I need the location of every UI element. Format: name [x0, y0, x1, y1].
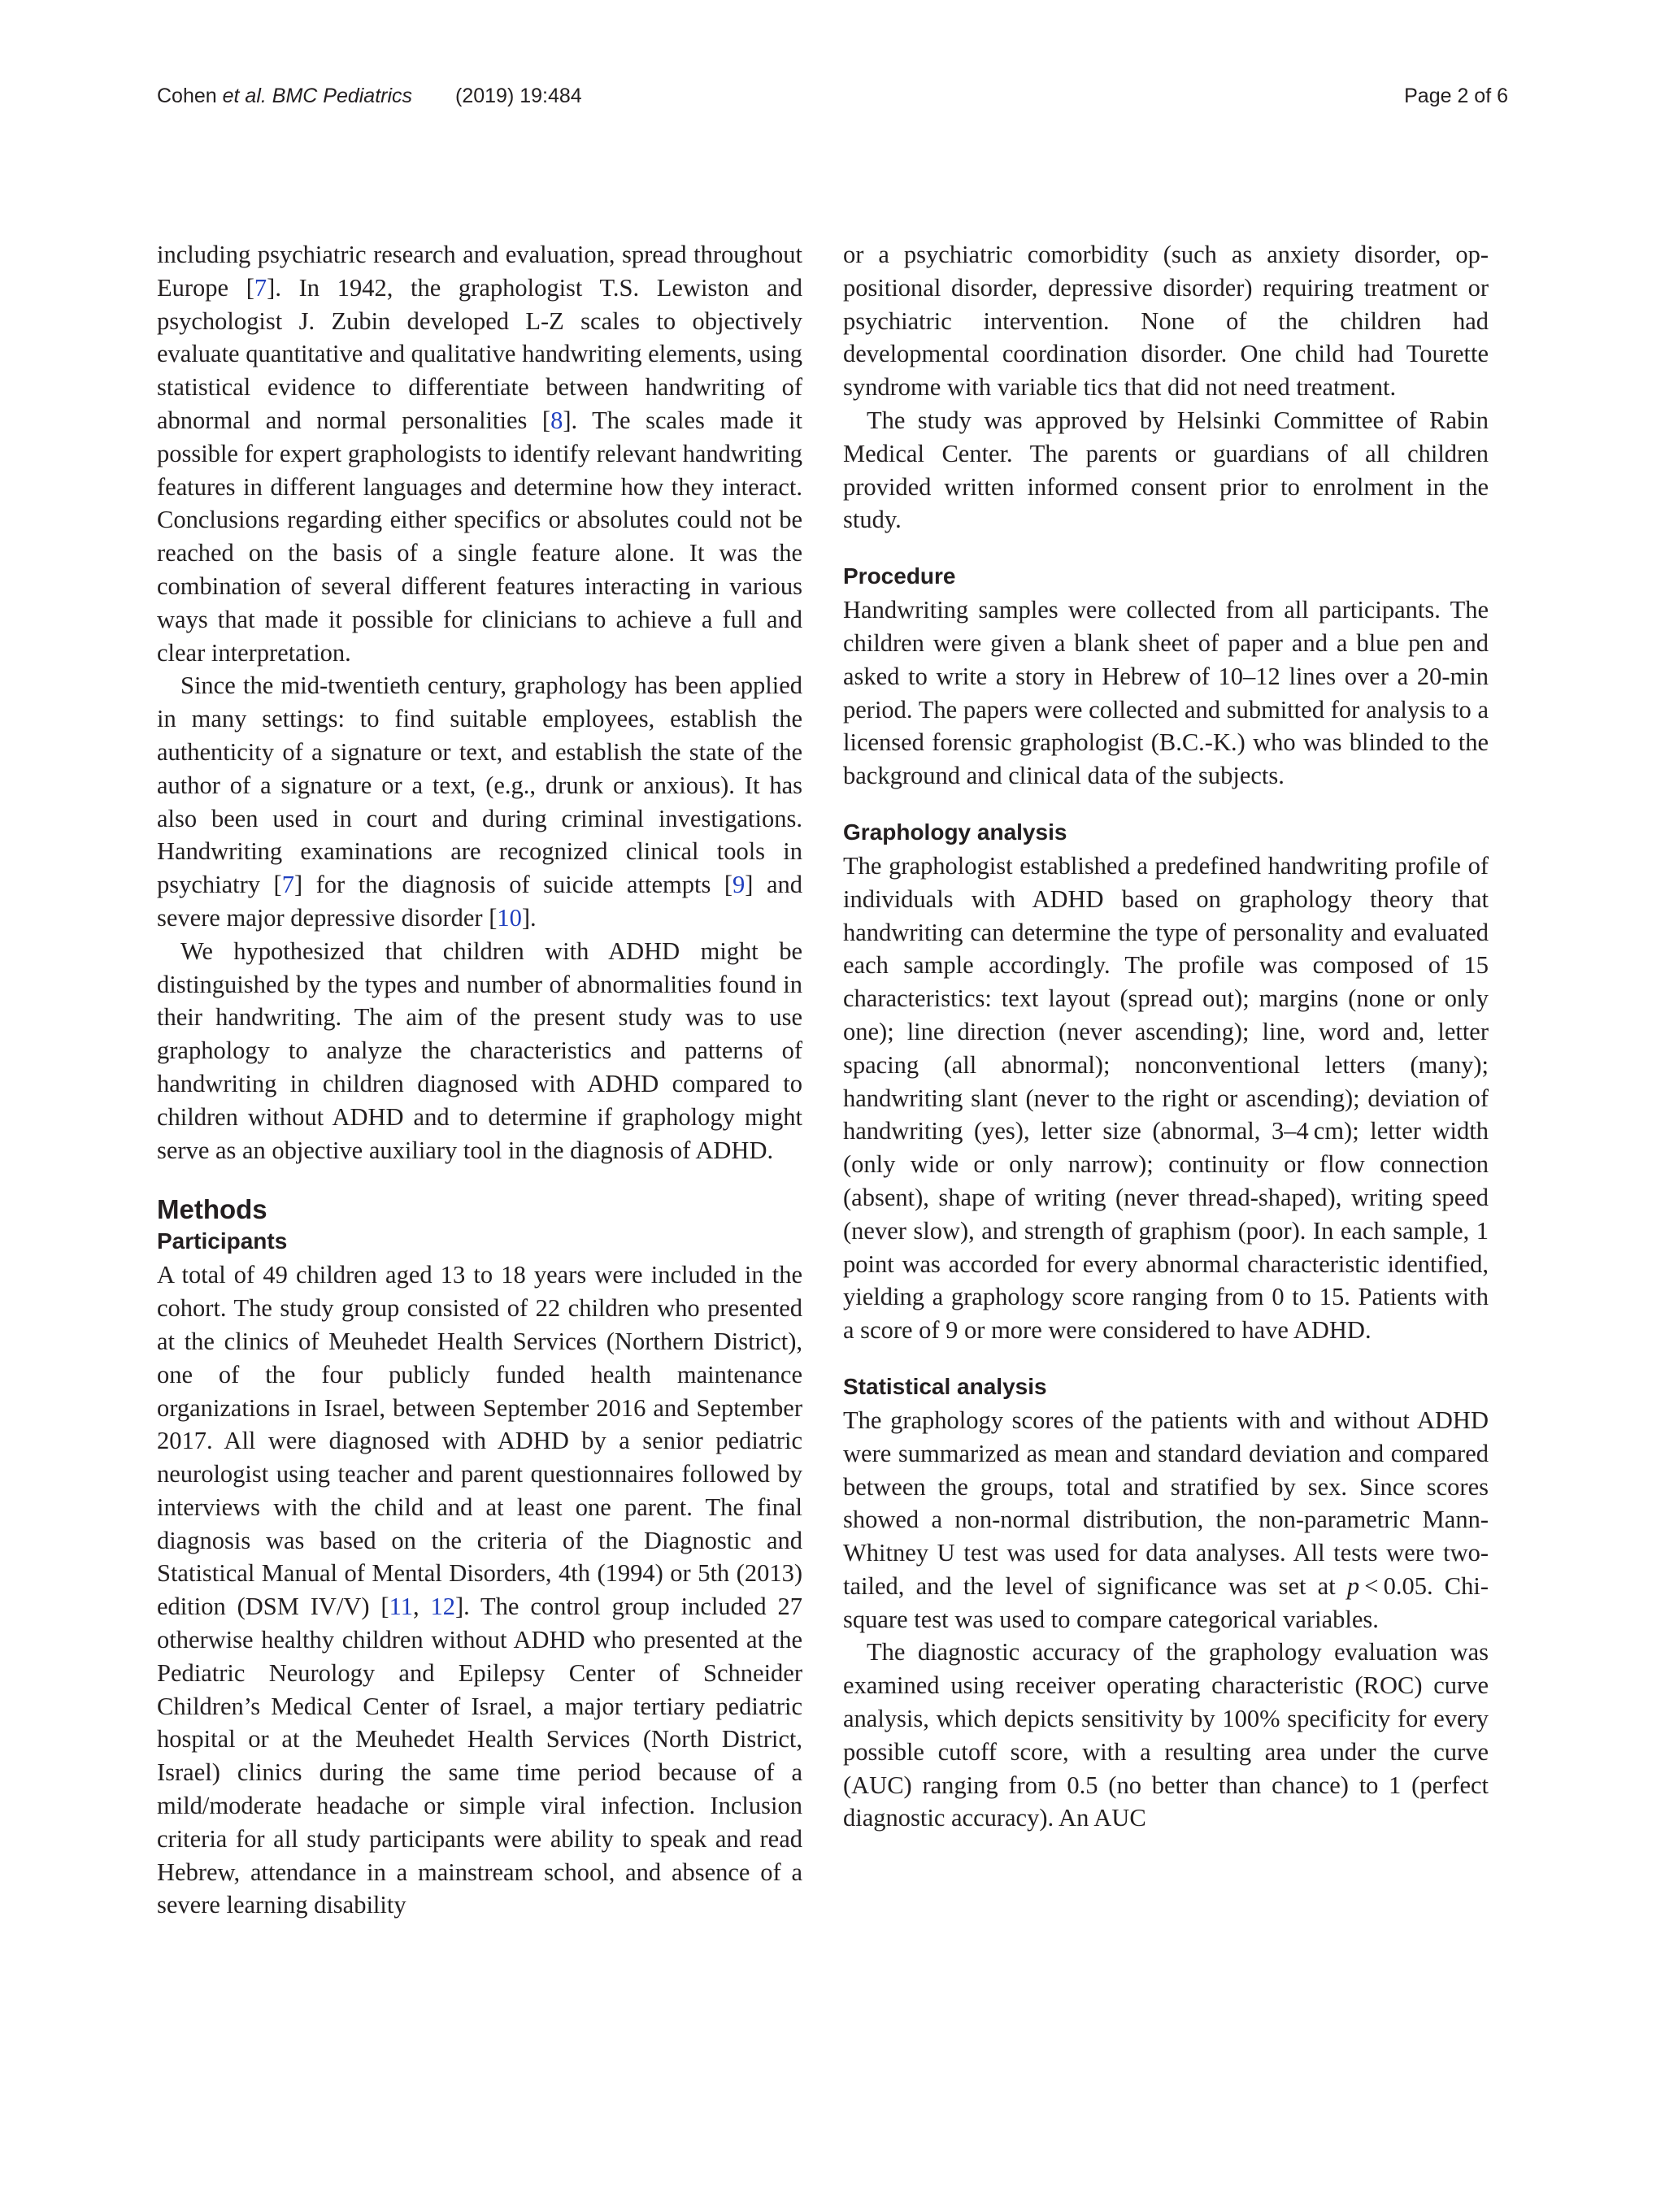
paragraph-roc: The diagnostic accuracy of the graphology evaluation was examined using receiver operating characteristic (ROC) curve analysis, which depicts sensitivity by 100% specificity for every possible cutoff score, with a resulting area under the curve (AUC) ranging from 0.5 (no better than chance) to 1 (perfect diagnostic accuracy). An AUC [843, 1638, 1489, 1832]
text-run: A total of 49 children aged 13 to 18 years were included in the cohort. The study group consisted of 22 children who presented at the clinics of Meuhedet Health Services (Northern District), one of the four publicly funded health maintenance organizations in Israel, between September 2016 and September 2017. All were diagnosed with ADHD by a senior pediatric neurologist using teacher and parent questionnaires followed by interviews with the child and at least one parent. The final diagnosis was based on the criteria of the Diagnostic and Statistical Manual of Mental Disorders, 4th (1994) or 5th (2013) edition (DSM IV/V) [ [157, 1261, 802, 1621]
paragraph-hypothesis: We hypothesized that children with ADHD might be distinguished by the types and number of abnormalities found in their handwriting. The aim of the present study was to use graphology to analyze the characteristics and patterns of handwriting in children diagnosed with ADHD compared to children without ADHD and to determine if graphology might serve as an objective auxiliary tool in the diagnosis of ADHD. [157, 937, 802, 1164]
right-column [843, 238, 1489, 1835]
methods-heading: Methods [157, 1194, 267, 1225]
paragraph-procedure: Handwriting samples were collected from all participants. The children were given a blank sheet of paper and a blue pen and asked to write a story in Hebrew of 10–12 lines over a 20-min period. The papers were collected and submitted for analysis to a licensed forensic graphologist (B.C.-K.) who was blinded to the background and clinical data of the subjects. [843, 596, 1489, 790]
text-run: < 0.05. Chi-square test was used to compare categorical variables. [843, 1571, 1489, 1633]
citation-link[interactable]: 9 [733, 871, 746, 899]
citation-link[interactable]: 12 [430, 1593, 455, 1621]
text-run: , [412, 1593, 431, 1621]
citation-volume: (2019) 19:484 [455, 85, 582, 107]
graphology-analysis-heading: Graphology analysis [843, 819, 1067, 845]
text-run: ]. The scales made it possible for expert graphologists to identify relevant handwriting features in different languages and determine how they interact. Conclusions regarding either specifics or absolutes could not be reached on the basis of a single feature alone. It was the combination of several different features interacting in various ways that made it possible for clinicians to achieve a full and clear interpretation. [157, 406, 802, 667]
text-run: ]. In 1942, the graphologist T.S. Lewiston and psychologist J. Zubin developed L-Z scales to objectively evaluate quantitative and qualitative handwriting elements, using statistical evidence to differentiate between handwriting of abnormal and normal personalities [ [157, 273, 802, 434]
paragraph-graphology-analysis: The graphologist established a predefined handwriting profile of individuals with ADHD based on graphology theory that handwriting can determine the type of personality and evaluated each sample accordingly. The profile was composed of 15 characteristics: text layout (spread out); margins (none or only one); line direction (never ascending); line, word and, letter spacing (all abnormal); nonconventional letters (many); handwriting slant (never to the right or ascending); deviation of handwriting (yes), letter size (abnormal, 3–4 cm); letter width (only wide or only narrow); continuity or flow connection (absent), shape of writing (never thread-shaped), writing speed (never slow), and strength of graphism (poor). In each sample, 1 point was accorded for every abnormal characteristic identified, yielding a graphology score ranging from 0 to 15. Patients with a score of 9 or more were considered to have ADHD. [843, 851, 1489, 1345]
journal-reference [157, 85, 412, 108]
citation-link[interactable]: 11 [389, 1593, 413, 1621]
text-run: including psychiatric research and evaluation, spread throughout Europe [ [157, 241, 802, 302]
paragraph-participants [157, 1258, 802, 1922]
participants-heading: Participants [157, 1228, 288, 1254]
statistical-analysis-heading: Statistical analysis [843, 1373, 1047, 1399]
paragraph-comorbidity: or a psychiatric comorbidity (such as anxiety disorder, oppositional disorder, depressive disorder) requiring treatment or psychiatric intervention. None of the children had developmental coordination disorder. One child had Tourette syndrome with variable tics that did not need treatment. [843, 241, 1489, 402]
text-run: Since the mid-twentieth century, graphology has been applied in many settings: to find suitable employees, establish the authenticity of a signature or text, and establish the state of the author of a signature or a text, (e.g., drunk or anxious). It has also been used in court and during criminal investigations. Handwriting examinations are recognized clinical tools in psychiatry [ [157, 671, 802, 899]
left-column [157, 238, 802, 1922]
paragraph-statistics [843, 1404, 1489, 1636]
citation-link[interactable]: 7 [254, 273, 267, 302]
journal-name: et al. BMC Pediatrics [222, 85, 413, 107]
p-value-symbol: p [1346, 1571, 1360, 1600]
citation-link[interactable]: 8 [550, 406, 563, 434]
text-run: ] and severe major depressive disorder [ [157, 871, 802, 932]
text-run: ] for the diagnosis of suicide attempts [ [293, 871, 733, 899]
text-run: ]. [521, 903, 537, 932]
running-header [157, 85, 1508, 117]
paragraph-history [157, 238, 802, 669]
text-run: ]. The control group included 27 otherwise healthy children without ADHD who presented at the Pediatric Neurology and Epilepsy Center of Schneider Children’s Medical Center of Israel, a major tertiary pediatric hospital or at the Meuhedet Health Services (North District, Israel) clinics during the same time period because of a mild/moderate headache or simple viral infection. Inclusion criteria for all study participants were ability to speak and read Hebrew, attendance in a mainstream school, and absence of a severe learning disability [157, 1593, 802, 1919]
paragraph-applications [157, 669, 802, 934]
paragraph-ethics: The study was approved by Helsinki Committee of Rabin Medical Center. The parents or guardians of all children provided written informed consent prior to enrolment in the study. [843, 406, 1489, 534]
procedure-heading: Procedure [843, 563, 956, 589]
page-number: Page 2 of 6 [1404, 85, 1508, 107]
text-run: The graphology scores of the patients with and without ADHD were summarized as mean and standard deviation and compared between the groups, total and stratified by sex. Since scores showed a non-normal distribution, the non-parametric Mann-Whitney U test was used for data analyses. All tests were two-tailed, and the level of significance was set at [843, 1406, 1489, 1600]
author-name: Cohen [157, 85, 217, 107]
citation-link[interactable]: 7 [281, 871, 294, 899]
citation-link[interactable]: 10 [497, 903, 522, 932]
